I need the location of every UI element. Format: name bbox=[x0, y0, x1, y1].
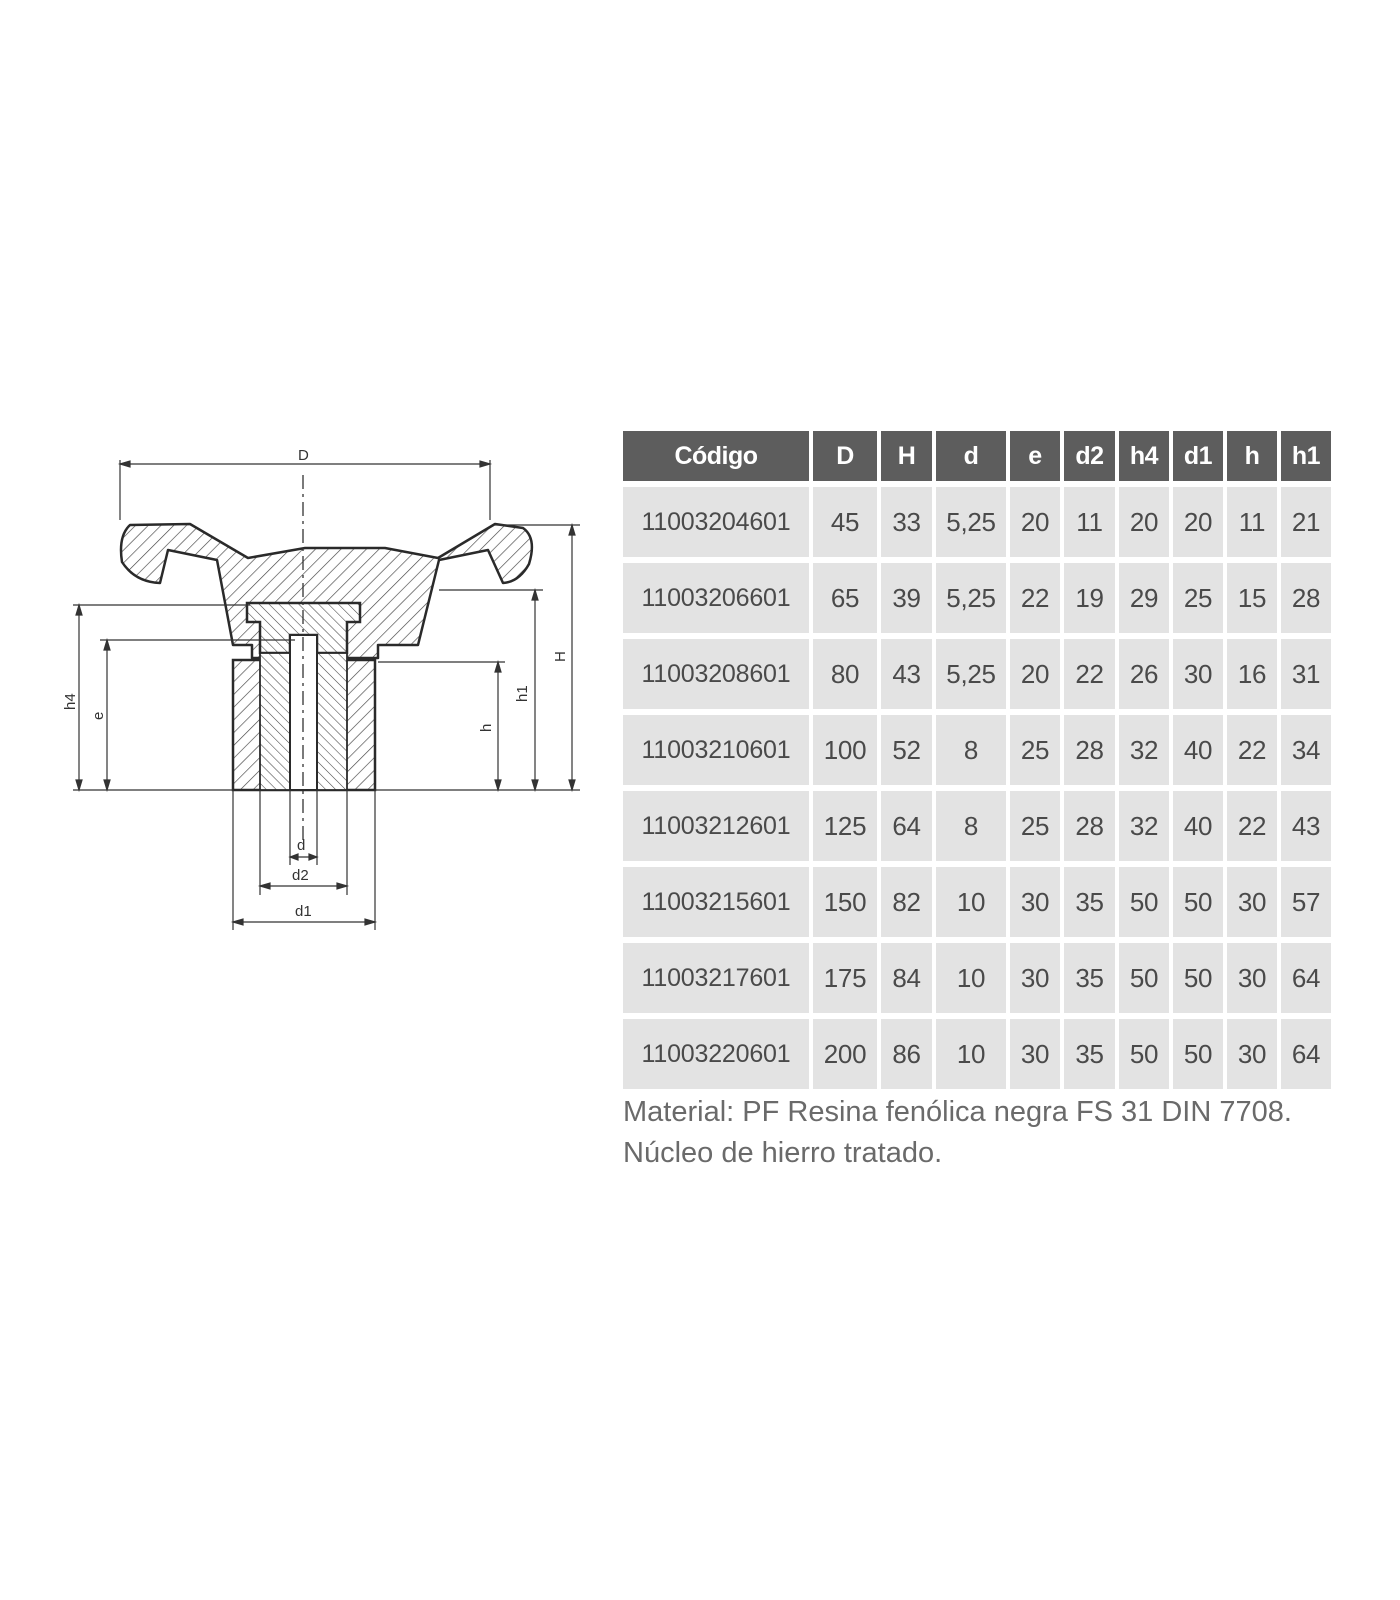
table-cell: 100 bbox=[813, 715, 877, 785]
table-cell: 10 bbox=[936, 1019, 1006, 1089]
table-cell: 28 bbox=[1281, 563, 1331, 633]
table-cell: 35 bbox=[1064, 943, 1115, 1013]
table-cell: 50 bbox=[1173, 1019, 1223, 1089]
table-cell: 32 bbox=[1119, 715, 1169, 785]
column-header: d bbox=[936, 431, 1006, 481]
table-cell: 30 bbox=[1227, 1019, 1277, 1089]
table-row bbox=[623, 639, 1331, 709]
table-cell: 175 bbox=[813, 943, 877, 1013]
label-h1: h1 bbox=[514, 685, 531, 702]
label-D: D bbox=[298, 447, 309, 464]
table-cell: 11003212601 bbox=[623, 791, 809, 861]
table-cell: 20 bbox=[1010, 639, 1060, 709]
table-header-row bbox=[623, 431, 1331, 481]
table-cell: 16 bbox=[1227, 639, 1277, 709]
table-cell: 30 bbox=[1227, 943, 1277, 1013]
table-cell: 32 bbox=[1119, 791, 1169, 861]
table-cell: 31 bbox=[1281, 639, 1331, 709]
column-header: h1 bbox=[1281, 431, 1331, 481]
table-cell: 45 bbox=[813, 487, 877, 557]
column-header: d1 bbox=[1173, 431, 1223, 481]
label-d2: d2 bbox=[292, 867, 309, 884]
table-cell: 28 bbox=[1064, 715, 1115, 785]
table-cell: 50 bbox=[1119, 943, 1169, 1013]
table-cell: 22 bbox=[1064, 639, 1115, 709]
table-cell: 80 bbox=[813, 639, 877, 709]
table-cell: 52 bbox=[881, 715, 932, 785]
table-cell: 43 bbox=[1281, 791, 1331, 861]
label-H: H bbox=[552, 651, 569, 662]
technical-drawing bbox=[55, 440, 615, 960]
column-header: h bbox=[1227, 431, 1277, 481]
table-cell: 82 bbox=[881, 867, 932, 937]
dimension-h4 bbox=[73, 605, 250, 790]
table-cell: 25 bbox=[1173, 563, 1223, 633]
column-header: d2 bbox=[1064, 431, 1115, 481]
label-e: e bbox=[90, 711, 107, 720]
table-cell: 30 bbox=[1010, 1019, 1060, 1089]
label-d: d bbox=[297, 837, 306, 854]
table-cell: 34 bbox=[1281, 715, 1331, 785]
table-row bbox=[623, 1019, 1331, 1089]
column-header: e bbox=[1010, 431, 1060, 481]
specification-table bbox=[619, 425, 1335, 1095]
table-cell: 40 bbox=[1173, 715, 1223, 785]
table-cell: 22 bbox=[1010, 563, 1060, 633]
dimension-D bbox=[120, 460, 490, 520]
table-cell: 21 bbox=[1281, 487, 1331, 557]
table-cell: 30 bbox=[1010, 943, 1060, 1013]
table-cell: 29 bbox=[1119, 563, 1169, 633]
table-cell: 20 bbox=[1010, 487, 1060, 557]
table-cell: 65 bbox=[813, 563, 877, 633]
table-cell: 50 bbox=[1119, 867, 1169, 937]
table-cell: 57 bbox=[1281, 867, 1331, 937]
table-cell: 11003215601 bbox=[623, 867, 809, 937]
table-cell: 35 bbox=[1064, 1019, 1115, 1089]
table-cell: 26 bbox=[1119, 639, 1169, 709]
table-cell: 150 bbox=[813, 867, 877, 937]
column-header: h4 bbox=[1119, 431, 1169, 481]
table-cell: 15 bbox=[1227, 563, 1277, 633]
material-note: Material: PF Resina fenólica negra FS 31 DIN 7708. bbox=[623, 1096, 1292, 1128]
table-cell: 64 bbox=[1281, 1019, 1331, 1089]
table-cell: 11 bbox=[1064, 487, 1115, 557]
table-cell: 50 bbox=[1173, 943, 1223, 1013]
table-cell: 35 bbox=[1064, 867, 1115, 937]
table-cell: 11 bbox=[1227, 487, 1277, 557]
table-cell: 11003210601 bbox=[623, 715, 809, 785]
table-cell: 11003206601 bbox=[623, 563, 809, 633]
table-cell: 50 bbox=[1173, 867, 1223, 937]
table-cell: 30 bbox=[1227, 867, 1277, 937]
label-h4: h4 bbox=[62, 693, 79, 710]
table-row bbox=[623, 715, 1331, 785]
table-cell: 20 bbox=[1119, 487, 1169, 557]
table-cell: 125 bbox=[813, 791, 877, 861]
table-cell: 25 bbox=[1010, 791, 1060, 861]
table-cell: 200 bbox=[813, 1019, 877, 1089]
column-header: H bbox=[881, 431, 932, 481]
table-cell: 20 bbox=[1173, 487, 1223, 557]
table-cell: 84 bbox=[881, 943, 932, 1013]
table-cell: 30 bbox=[1010, 867, 1060, 937]
table-cell: 25 bbox=[1010, 715, 1060, 785]
label-h: h bbox=[478, 723, 495, 732]
table-cell: 39 bbox=[881, 563, 932, 633]
table-cell: 11003208601 bbox=[623, 639, 809, 709]
table-cell: 5,25 bbox=[936, 487, 1006, 557]
label-d1: d1 bbox=[295, 903, 312, 920]
table-row bbox=[623, 943, 1331, 1013]
table-cell: 5,25 bbox=[936, 639, 1006, 709]
product-notes bbox=[623, 1092, 1313, 1174]
table-cell: 28 bbox=[1064, 791, 1115, 861]
table-cell: 40 bbox=[1173, 791, 1223, 861]
table-cell: 22 bbox=[1227, 791, 1277, 861]
table-cell: 8 bbox=[936, 791, 1006, 861]
core-note: Núcleo de hierro tratado. bbox=[623, 1137, 943, 1169]
table-row bbox=[623, 487, 1331, 557]
table-cell: 30 bbox=[1173, 639, 1223, 709]
table-cell: 11003220601 bbox=[623, 1019, 809, 1089]
table-cell: 50 bbox=[1119, 1019, 1169, 1089]
table-row bbox=[623, 867, 1331, 937]
table-cell: 64 bbox=[881, 791, 932, 861]
table-cell: 86 bbox=[881, 1019, 932, 1089]
table-cell: 10 bbox=[936, 943, 1006, 1013]
table-cell: 22 bbox=[1227, 715, 1277, 785]
table-cell: 8 bbox=[936, 715, 1006, 785]
table-cell: 33 bbox=[881, 487, 932, 557]
table-cell: 11003204601 bbox=[623, 487, 809, 557]
table-row bbox=[623, 791, 1331, 861]
table-cell: 5,25 bbox=[936, 563, 1006, 633]
table-cell: 43 bbox=[881, 639, 932, 709]
column-header: Código bbox=[623, 431, 809, 481]
column-header: D bbox=[813, 431, 877, 481]
table-cell: 11003217601 bbox=[623, 943, 809, 1013]
table-cell: 10 bbox=[936, 867, 1006, 937]
table-cell: 19 bbox=[1064, 563, 1115, 633]
table-cell: 64 bbox=[1281, 943, 1331, 1013]
table-row bbox=[623, 563, 1331, 633]
